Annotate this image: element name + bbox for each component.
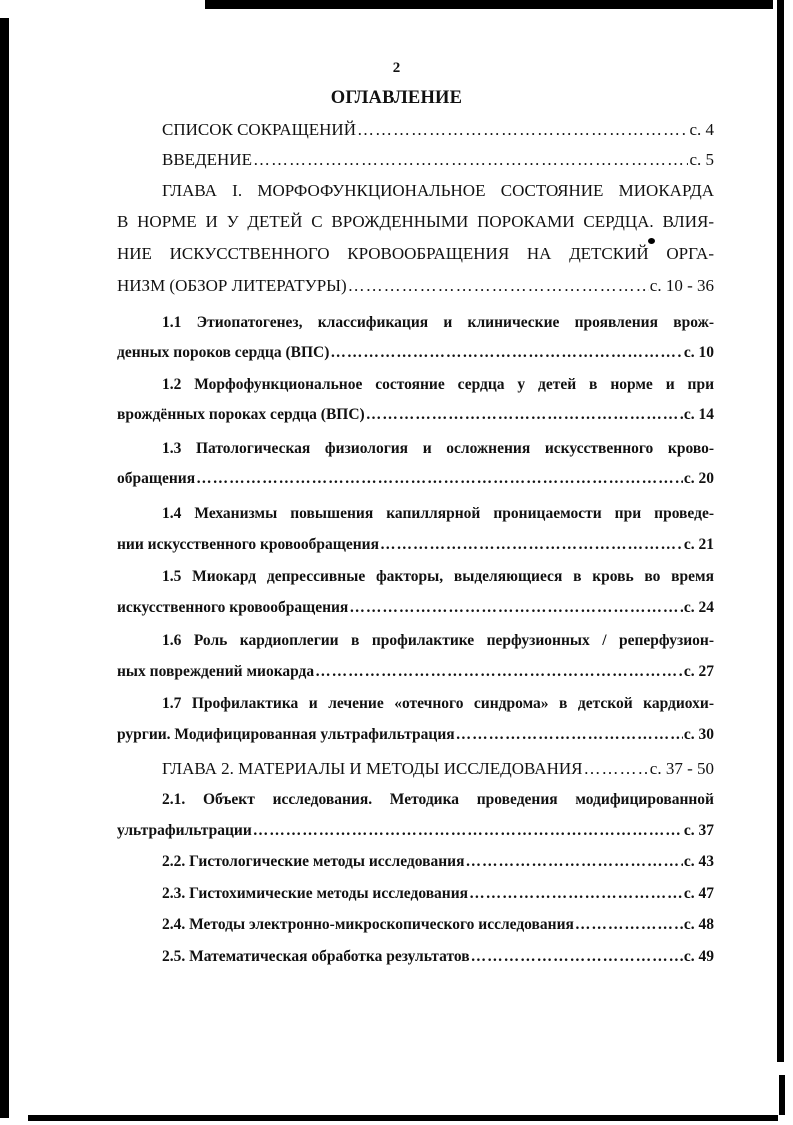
leader-dots — [466, 854, 683, 870]
toc-entry-label: 2.5. Математическая обработка результатов — [162, 948, 470, 965]
leader-dots — [330, 345, 682, 361]
toc-entry-label: 2.3. Гистохимические методы исследования — [162, 885, 469, 902]
toc-page-ref: с. 48 — [683, 916, 714, 933]
toc-entry-line: 1.7 Профилактика и лечение «отечного синдрома» в детской кардиохи- — [162, 695, 714, 712]
toc-entry-label: нии искусственного кровообращения — [117, 536, 379, 553]
leader-dots — [471, 949, 683, 965]
toc-page-ref: с. 14 — [683, 406, 714, 423]
toc-entry-label: денных пороков сердца (ВПС) — [117, 344, 330, 361]
toc-entry-line: 1.3 Патологическая физиология и осложнения искусственного крово- — [162, 440, 714, 457]
toc-entry-label: НИЗМ (ОБЗОР ЛИТЕРАТУРЫ) — [117, 276, 347, 295]
toc-entry-line: 1.1 Этиопатогенез, классификация и клинические проявления врож- — [162, 314, 714, 331]
page-number: 2 — [392, 60, 401, 76]
toc-entry-label: 2.4. Методы электронно-микроскопического исследования — [162, 916, 574, 933]
toc-page-ref: с. 5 — [689, 150, 714, 169]
toc-entry-label: ультрафильтрации — [117, 822, 252, 839]
scan-border-right-lower — [779, 1075, 785, 1115]
toc-entry-line: В НОРМЕ И У ДЕТЕЙ С ВРОЖДЕННЫМИ ПОРОКАМИ СЕРДЦА. ВЛИЯ- — [117, 212, 714, 231]
toc-entry-label: рургии. Модифицированная ультрафильтрация — [117, 726, 455, 743]
toc-page-ref: с. 10 - 36 — [649, 276, 714, 295]
toc-page-ref: с. 37 - 50 — [649, 759, 714, 778]
toc-page-ref: с. 27 — [683, 663, 714, 680]
leader-dots — [196, 471, 683, 487]
leader-dots — [253, 823, 683, 839]
toc-page-ref: с. 47 — [683, 885, 714, 902]
leader-dots — [469, 886, 683, 902]
leader-dots — [348, 277, 649, 294]
toc-entry-label: искусственного кровообращения — [117, 599, 349, 616]
toc-entry-line: 1.2 Морфофункциональное состояние сердца у детей в норме и при — [162, 376, 714, 393]
toc-entry-line: 2.1. Объект исследования. Методика проведения модифицированной — [162, 791, 714, 808]
toc-entry-line: 1.6 Роль кардиоплегии в профилактике перфузионных / реперфузион- — [162, 632, 714, 649]
toc-title: ОГЛАВЛЕНИЕ — [330, 88, 463, 108]
scan-border-top — [205, 0, 773, 9]
leader-dots — [575, 917, 683, 933]
toc-page-ref: с. 43 — [683, 853, 714, 870]
leader-dots — [380, 537, 683, 553]
toc-page-ref: с. 20 — [683, 470, 714, 487]
toc-entry-label: ных повреждений миокарда — [117, 663, 315, 680]
toc-page-ref: с. 30 — [683, 726, 714, 743]
toc-page-ref: с. 10 — [683, 344, 714, 361]
toc-entry-line: 1.5 Миокард депрессивные факторы, выделяющиеся в кровь во время — [162, 568, 714, 585]
leader-dots — [253, 151, 688, 168]
scan-border-bottom — [28, 1115, 778, 1121]
toc-page-ref: с. 49 — [683, 948, 714, 965]
toc-entry-label: 2.2. Гистологические методы исследования — [162, 853, 465, 870]
leader-dots — [315, 664, 683, 680]
toc-entry-line: НИЕ ИСКУССТВЕННОГО КРОВООБРАЩЕНИЯ НА ДЕТСКИЙ ОРГА- — [117, 244, 714, 263]
leader-dots — [366, 407, 683, 423]
toc-entry-label: врождённых пороках сердца (ВПС) — [117, 406, 365, 423]
leader-dots — [357, 121, 688, 138]
toc-entry-label: ВВЕДЕНИЕ — [162, 150, 252, 169]
toc-page-ref: с. 21 — [683, 536, 714, 553]
leader-dots — [456, 727, 683, 743]
toc-entry-label: ГЛАВА 2. МАТЕРИАЛЫ И МЕТОДЫ ИССЛЕДОВАНИЯ — [162, 759, 583, 778]
toc-page-ref: с. 37 — [683, 822, 714, 839]
leader-dots — [349, 600, 683, 616]
toc-page-ref: с. 4 — [689, 120, 714, 139]
scan-border-left — [0, 18, 9, 1118]
leader-dots — [583, 760, 648, 777]
toc-entry-line: ГЛАВА I. МОРФОФУНКЦИОНАЛЬНОЕ СОСТОЯНИЕ МИОКАРДА — [162, 181, 714, 200]
toc-entry-line: 1.4 Механизмы повышения капиллярной проницаемости при проведе- — [162, 505, 714, 522]
toc-entry-label: обращения — [117, 470, 196, 487]
scan-border-right — [777, 0, 784, 1062]
toc-entry-label: СПИСОК СОКРАЩЕНИЙ — [162, 120, 356, 139]
toc-page-ref: с. 24 — [683, 599, 714, 616]
